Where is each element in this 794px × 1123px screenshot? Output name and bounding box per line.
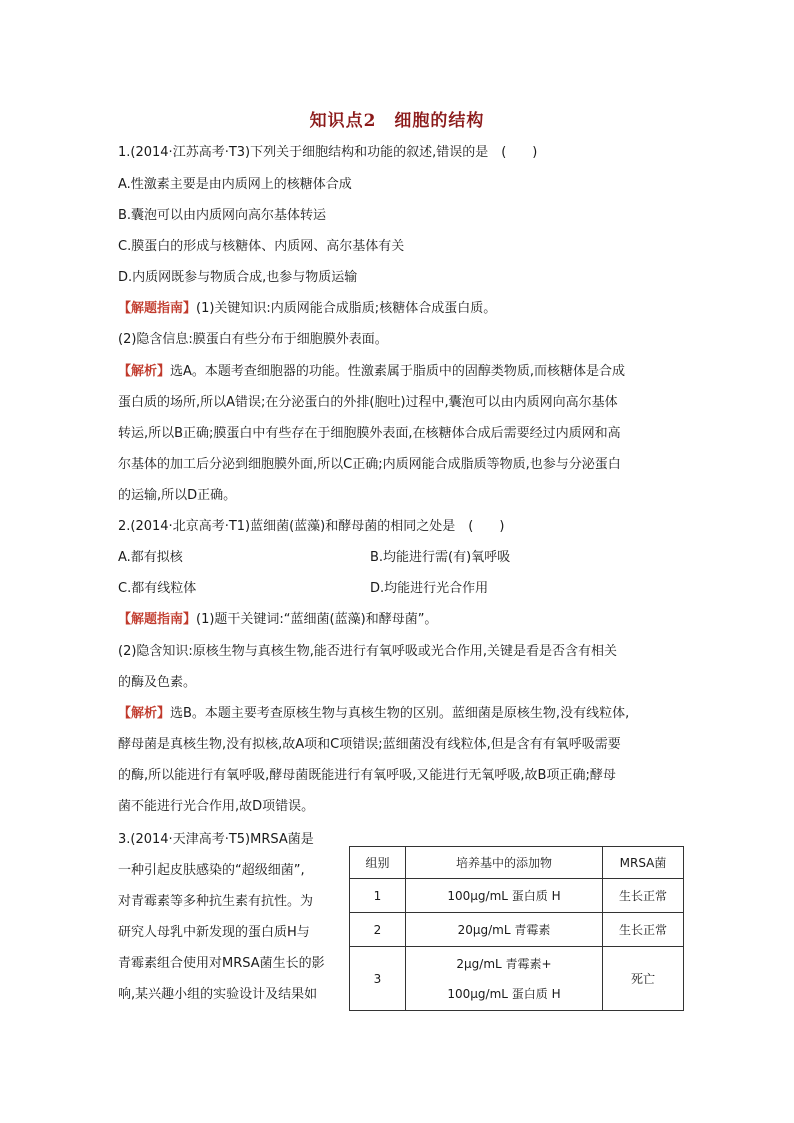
- header-cell: 组别: [350, 847, 406, 879]
- result-cell: 生长正常: [603, 913, 684, 947]
- group-cell: 1: [350, 879, 406, 913]
- q2-option-d: D.均能进行光合作用: [370, 581, 489, 596]
- q1-option-a: A.性激素主要是由内质网上的核糖体合成: [118, 177, 352, 192]
- q3-line6: 响,某兴趣小组的实验设计及结果如: [118, 987, 318, 1002]
- guide-tag: 【解题指南】: [118, 612, 197, 627]
- q1-analysis-line1: [118, 362, 625, 382]
- header-cell: MRSA菌: [603, 847, 684, 879]
- analysis-tag: 【解析】: [118, 364, 171, 379]
- q2-analysis-line1: [118, 704, 629, 724]
- guide-text: (1)关键知识:内质网能合成脂质;核糖体合成蛋白质。: [196, 301, 497, 316]
- q1-option-b: B.囊泡可以由内质网向高尔基体转运: [118, 208, 327, 223]
- additive-cell: 20μg/mL 青霉素: [406, 913, 603, 947]
- analysis-tag: 【解析】: [118, 706, 171, 721]
- q2-option-c: C.都有线粒体: [118, 581, 197, 596]
- table-header-row: [350, 847, 684, 879]
- q3-line1: 3.(2014·天津高考·T5)MRSA菌是: [118, 832, 314, 847]
- result-cell: 死亡: [603, 947, 684, 1011]
- q2-guide-line2: (2)隐含知识:原核生物与真核生物,能否进行有氧呼吸或光合作用,关键是看是否含有相关: [118, 644, 618, 659]
- q1-analysis-line3: 转运,所以B正确;膜蛋白中有些存在于细胞膜外表面,在核糖体合成后需要经过内质网和高: [118, 426, 621, 441]
- q2-option-a: A.都有拟核: [118, 550, 183, 565]
- q3-line4: 研究人母乳中新发现的蛋白质H与: [118, 925, 310, 940]
- analysis-text: 选B。本题主要考查原核生物与真核生物的区别。蓝细菌是原核生物,没有线粒体,: [170, 706, 630, 721]
- q2-guide-line3: 的酶及色素。: [118, 675, 197, 690]
- group-cell: 3: [350, 947, 406, 1011]
- guide-tag: 【解题指南】: [118, 301, 197, 316]
- result-cell: 生长正常: [603, 879, 684, 913]
- group-cell: 2: [350, 913, 406, 947]
- q1-stem: 1.(2014·江苏高考·T3)下列关于细胞结构和功能的叙述,错误的是 ( ): [118, 145, 538, 160]
- additive-cell: 100μg/mL 蛋白质 H: [406, 879, 603, 913]
- additive-cell: [406, 947, 603, 1011]
- q2-option-b: B.均能进行需(有)氧呼吸: [370, 550, 511, 565]
- q2-analysis-line2: 酵母菌是真核生物,没有拟核,故A项和C项错误;蓝细菌没有线粒体,但是含有有氧呼吸需要: [118, 737, 621, 752]
- page-title: 知识点2 细胞的结构: [309, 111, 485, 131]
- q1-guide-line1: [118, 299, 496, 319]
- q2-guide-line1: [118, 610, 437, 630]
- q1-analysis-line4: 尔基体的加工后分泌到细胞膜外面,所以C正确;内质网能合成脂质等物质,也参与分泌蛋白: [118, 457, 621, 472]
- q3-line5: 青霉素组合使用对MRSA菌生长的影: [118, 956, 325, 971]
- q1-analysis-line5: 的运输,所以D正确。: [118, 488, 237, 503]
- table-row: [350, 879, 684, 913]
- table-row: [350, 913, 684, 947]
- q3-line2: 一种引起皮肤感染的“超级细菌”,: [118, 863, 305, 878]
- additive-line: 100μg/mL 蛋白质 H: [447, 986, 561, 1001]
- guide-text: (1)题干关键词:“蓝细菌(蓝藻)和酵母菌”。: [196, 612, 438, 627]
- header-cell: 培养基中的添加物: [406, 847, 603, 879]
- analysis-text: 选A。本题考查细胞器的功能。性激素属于脂质中的固醇类物质,而核糖体是合成: [170, 364, 626, 379]
- q3-line3: 对青霉素等多种抗生素有抗性。为: [118, 894, 314, 909]
- q2-analysis-line4: 菌不能进行光合作用,故D项错误。: [118, 799, 315, 814]
- q2-stem: 2.(2014·北京高考·T1)蓝细菌(蓝藻)和酵母菌的相同之处是 ( ): [118, 519, 505, 534]
- q1-guide-line2: (2)隐含信息:膜蛋白有些分布于细胞膜外表面。: [118, 332, 388, 347]
- q1-analysis-line2: 蛋白质的场所,所以A错误;在分泌蛋白的外排(胞吐)过程中,囊泡可以由内质网向高尔基体: [118, 395, 618, 410]
- q1-option-c: C.膜蛋白的形成与核糖体、内质网、高尔基体有关: [118, 239, 405, 254]
- experiment-table: [349, 846, 684, 1011]
- additive-line: 2μg/mL 青霉素+: [456, 956, 552, 971]
- q2-analysis-line3: 的酶,所以能进行有氧呼吸,酵母菌既能进行有氧呼吸,又能进行无氧呼吸,故B项正确;酵母: [118, 768, 616, 783]
- q1-option-d: D.内质网既参与物质合成,也参与物质运输: [118, 270, 358, 285]
- table-row: [350, 947, 684, 1011]
